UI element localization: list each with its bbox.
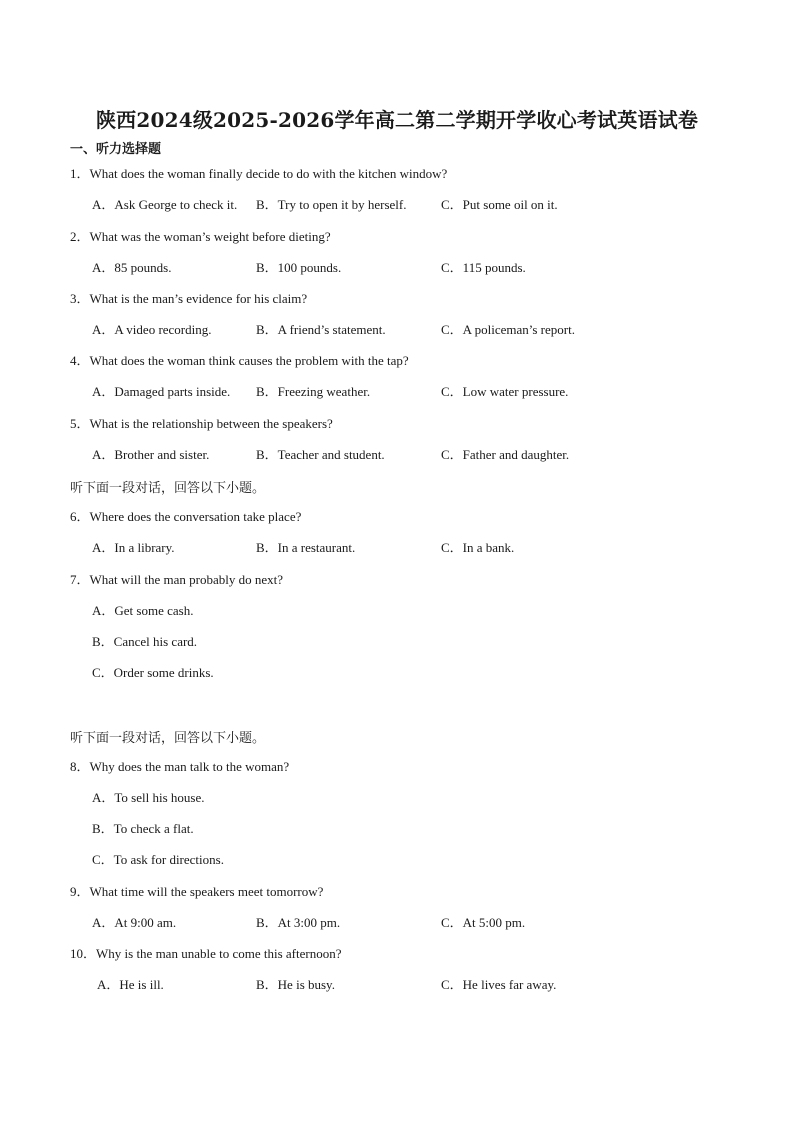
q1-option-b: B．Try to open it by herself. [256, 197, 407, 212]
q3-option-b: B．A friend’s statement. [256, 322, 386, 337]
q5-option-b: B．Teacher and student. [256, 447, 385, 462]
q7-option-b: B．Cancel his card. [92, 634, 198, 649]
q8-option-b: B．To check a flat. [92, 821, 194, 836]
question-9: 9．What time will the speakers meet tomorrow? [70, 884, 324, 899]
section-heading: 一、听力选择题 [70, 142, 162, 157]
q1-option-c: C．Put some oil on it. [441, 197, 558, 212]
question-4: 4．What does the woman think causes the problem with the tap? [70, 353, 409, 368]
q4-option-b: B．Freezing weather. [256, 384, 371, 399]
q8-option-a: A．To sell his house. [92, 790, 205, 805]
instruction-2: 听下面一段对话，回答以下小题。 [70, 731, 266, 746]
question-1: 1．What does the woman finally decide to do with the kitchen window? [70, 166, 448, 181]
q10-option-c: C．He lives far away. [441, 977, 557, 992]
q2-option-b: B．100 pounds. [256, 260, 342, 275]
q9-option-b: B．At 3:00 pm. [256, 915, 341, 930]
q2-option-c: C．115 pounds. [441, 260, 526, 275]
question-3: 3．What is the man’s evidence for his claim? [70, 291, 308, 306]
q3-option-a: A．A video recording. [92, 322, 212, 337]
q4-option-c: C．Low water pressure. [441, 384, 569, 399]
q10-option-a: A．He is ill. [97, 977, 164, 992]
q4-option-a: A．Damaged parts inside. [92, 384, 231, 399]
question-2: 2．What was the woman’s weight before dieting? [70, 229, 331, 244]
q5-option-c: C．Father and daughter. [441, 447, 570, 462]
q6-option-b: B．In a restaurant. [256, 540, 356, 555]
q10-option-b: B．He is busy. [256, 977, 335, 992]
question-10: 10．Why is the man unable to come this afternoon? [70, 946, 342, 961]
page-title: 陕西2024级2025-2026学年高二第二学期开学收心考试英语试卷 [95, 108, 699, 132]
question-7: 7．What will the man probably do next? [70, 572, 284, 587]
q1-option-a: A．Ask George to check it. [92, 197, 238, 212]
q9-option-a: A．At 9:00 am. [92, 915, 177, 930]
q6-option-a: A．In a library. [92, 540, 175, 555]
q8-option-c: C．To ask for directions. [92, 852, 224, 867]
question-6: 6．Where does the conversation take place? [70, 509, 302, 524]
q7-option-c: C．Order some drinks. [92, 665, 214, 680]
instruction-1: 听下面一段对话，回答以下小题。 [70, 481, 266, 496]
q9-option-c: C．At 5:00 pm. [441, 915, 526, 930]
question-5: 5．What is the relationship between the speakers? [70, 416, 333, 431]
q2-option-a: A．85 pounds. [92, 260, 172, 275]
q7-option-a: A．Get some cash. [92, 603, 194, 618]
q6-option-c: C．In a bank. [441, 540, 515, 555]
question-8: 8．Why does the man talk to the woman? [70, 759, 290, 774]
q5-option-a: A．Brother and sister. [92, 447, 210, 462]
q3-option-c: C．A policeman’s report. [441, 322, 575, 337]
